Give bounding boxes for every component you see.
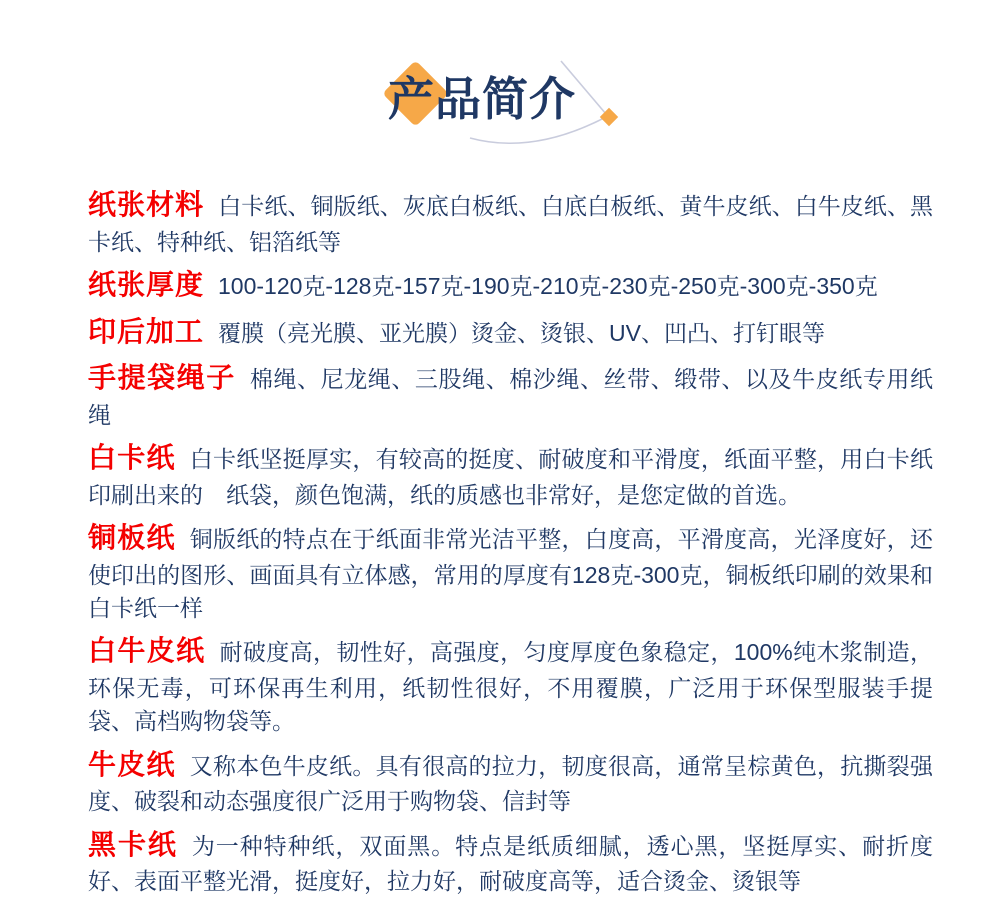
section-text: 白卡纸、铜版纸、灰底白板纸、白底白板纸、黄牛皮纸、白牛皮纸、黑卡纸、特种纸、铝箔纸等 xyxy=(88,193,933,255)
section-bag-rope xyxy=(88,358,933,432)
section-paper-material xyxy=(88,185,933,259)
section-text: 铜版纸的特点在于纸面非常光洁平整，白度高，平滑度高，光泽度好，还使印出的图形、画面具有立体感，常用的厚度有128克-300克，铜板纸印刷的效果和白卡纸一样 xyxy=(88,526,933,621)
section-list xyxy=(88,165,933,898)
section-text: 棉绳、尼龙绳、三股绳、棉沙绳、丝带、缎带、以及牛皮纸专用纸绳 xyxy=(88,366,933,428)
section-text: 为一种特种纸，双面黑。特点是纸质细腻，透心黑，坚挺厚实、耐折度好、表面平整光滑，挺度好，拉力好，耐破度高等，适合烫金、烫银等 xyxy=(88,832,933,895)
section-text: 又称本色牛皮纸。具有很高的拉力，韧度很高，通常呈棕黄色，抗撕裂强度、破裂和动态强度很广泛用于购物袋、信封等 xyxy=(88,752,933,815)
section-text: 白卡纸坚挺厚实，有较高的挺度、耐破度和平滑度，纸面平整，用白卡纸印刷出来的 纸袋，颜色饱满，纸的质感也非常好，是您定做的首选。 xyxy=(88,446,933,508)
section-label: 铜板纸 xyxy=(88,522,176,553)
section-label: 手提袋绳子 xyxy=(88,362,236,394)
section-label: 白卡纸 xyxy=(88,442,176,474)
section-text: 覆膜（亮光膜、亚光膜）烫金、烫银、UV、凹凸、打钉眼等 xyxy=(218,319,825,346)
section-white-cardboard xyxy=(88,438,933,512)
section-label: 牛皮纸 xyxy=(88,748,176,780)
section-post-press-finishing xyxy=(88,312,933,353)
section-coated-paper xyxy=(88,518,933,625)
section-black-cardboard xyxy=(88,825,933,899)
section-paper-thickness xyxy=(88,265,933,306)
section-label: 纸张材料 xyxy=(88,189,205,220)
section-text: 100-120克-128克-157克-190克-210克-230克-250克-300克-350克 xyxy=(218,272,878,299)
section-label: 黑卡纸 xyxy=(88,828,178,860)
section-label: 印后加工 xyxy=(88,315,205,347)
section-label: 白牛皮纸 xyxy=(88,635,206,667)
section-label: 纸张厚度 xyxy=(88,268,205,300)
section-white-kraft-paper xyxy=(88,631,933,738)
section-kraft-paper xyxy=(88,745,933,819)
page-title: 产品简介 xyxy=(388,73,576,125)
title-block xyxy=(0,0,1000,165)
section-text: 耐破度高，韧性好，高强度，匀度厚度色象稳定，100%纯木浆制造，环保无毒，可环保再生利用，纸韧性很好，不用覆膜，广泛用于环保型服装手提袋、高档购物袋等。 xyxy=(88,639,933,735)
